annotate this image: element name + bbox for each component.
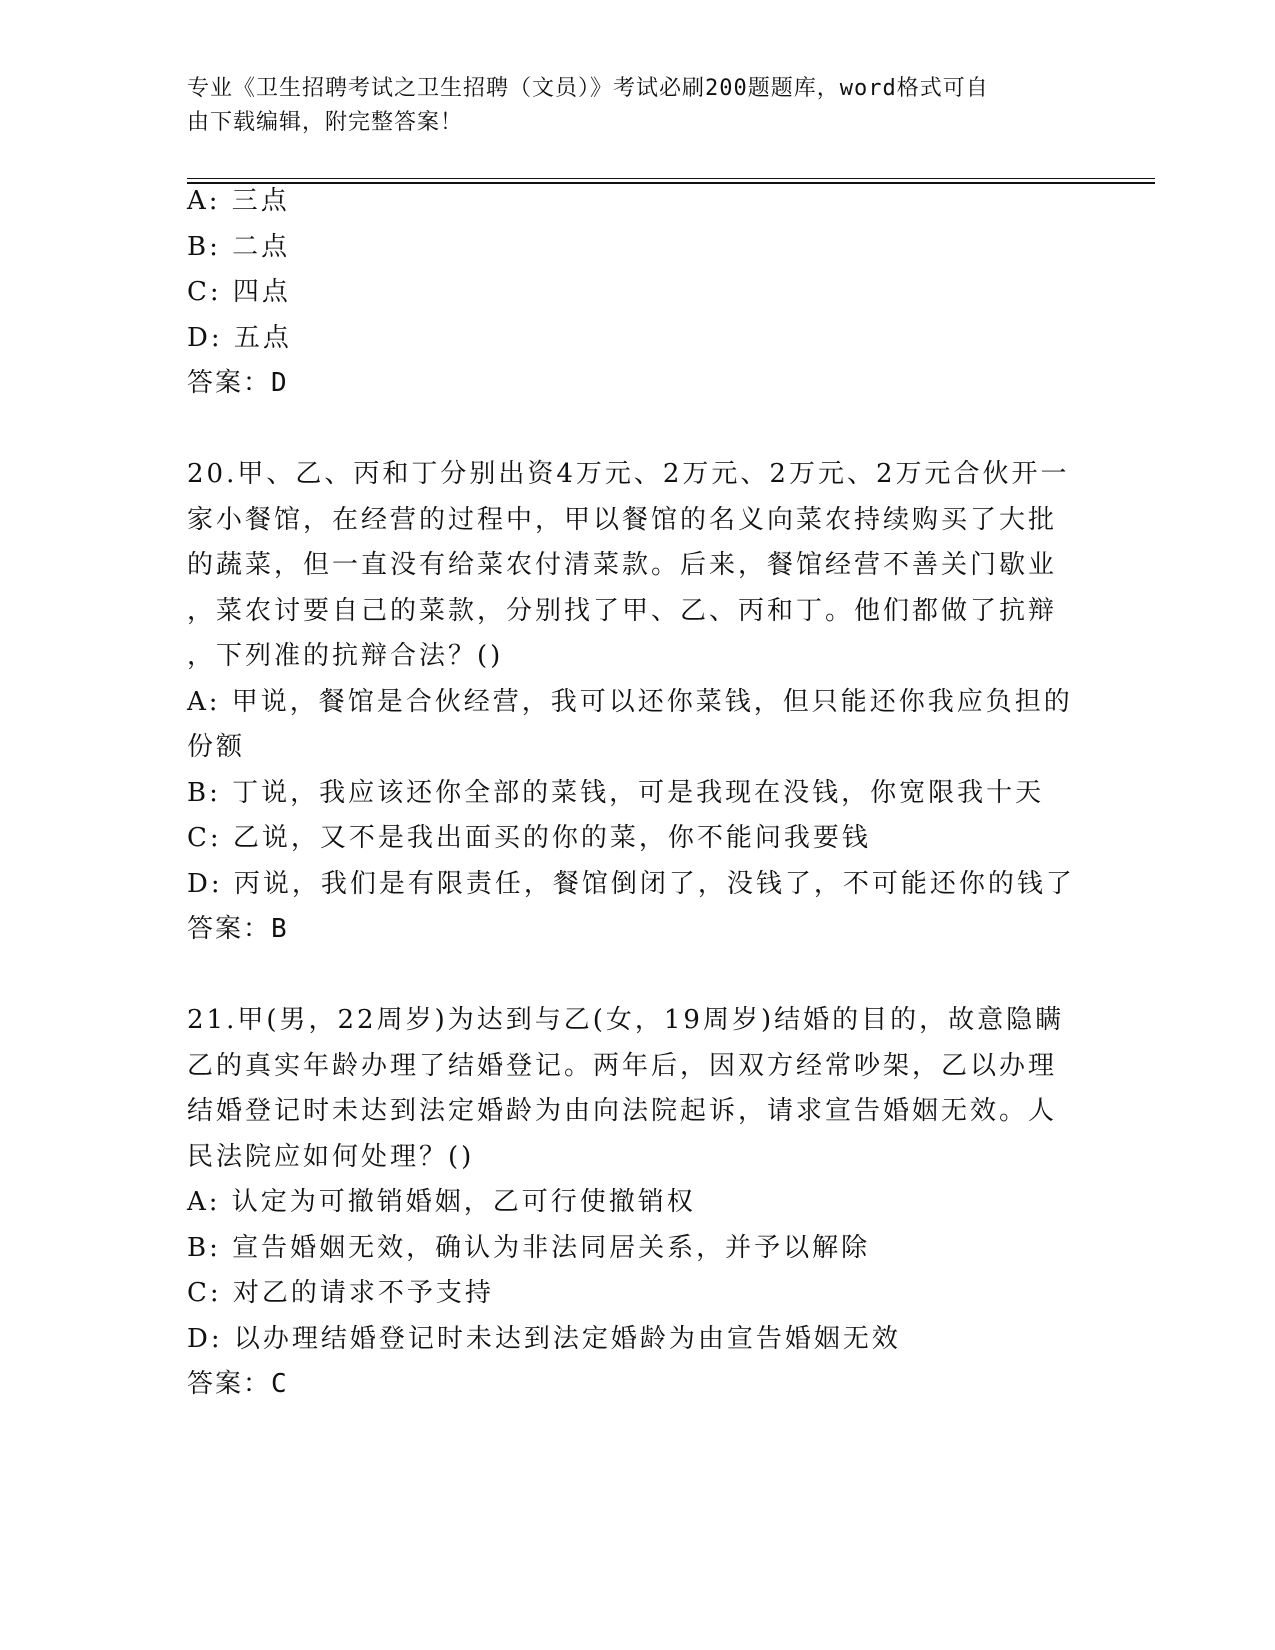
option-b: B: 宣告婚姻无效，确认为非法同居关系，并予以解除	[187, 1232, 871, 1263]
document-header	[187, 72, 1067, 140]
option-c: C: 乙说，又不是我出面买的你的菜，你不能问我要钱	[187, 823, 871, 853]
option-c: C: 四点	[187, 277, 291, 307]
answer-label: 答案：D	[187, 368, 289, 398]
question-text-line: 结婚登记时未达到法定婚龄为由向法院起诉，请求宣告婚姻无效。人	[187, 1096, 1058, 1126]
option-a: A: 认定为可撤销婚姻，乙可行使撤销权	[187, 1187, 696, 1217]
question-list	[187, 179, 1087, 1408]
question-text-line: 20.甲、乙、丙和丁分别出资4万元、2万元、2万元、2万元合伙开一	[187, 459, 1070, 489]
question-text-line: ，菜农讨要自己的菜款，分别找了甲、乙、丙和丁。他们都做了抗辩	[187, 595, 1058, 626]
option-a: A: 甲说，餐馆是合伙经营，我可以还你菜钱，但只能还你我应负担的	[187, 686, 1073, 717]
option-c: C: 对乙的请求不予支持	[187, 1278, 494, 1308]
option-a: A: 三点	[187, 186, 290, 216]
option-b: B: 二点	[187, 231, 291, 262]
header-line: 专业《卫生招聘考试之卫生招聘（文员）》考试必刷200题题库，word格式可自	[187, 76, 989, 101]
question-21	[187, 998, 1087, 1408]
header-line: 由下载编辑，附完整答案！	[187, 110, 464, 135]
question-text-line: 民法院应如何处理？()	[187, 1141, 475, 1172]
question-text-line: ，下列准的抗辩合法？()	[187, 641, 504, 671]
option-b: B: 丁说，我应该还你全部的菜钱，可是我现在没钱，你宽限我十天	[187, 777, 1045, 808]
answer-label: 答案：C	[187, 1369, 289, 1399]
question-19	[187, 179, 1087, 407]
option-d: D: 五点	[187, 322, 292, 353]
question-20	[187, 452, 1087, 953]
question-text-line: 的蔬菜，但一直没有给菜农付清菜款。后来，餐馆经营不善关门歇业	[187, 550, 1058, 580]
question-text-line: 家小餐馆，在经营的过程中，甲以餐馆的名义向菜农持续购买了大批	[187, 504, 1058, 535]
option-d: D: 以办理结婚登记时未达到法定婚龄为由宣告婚姻无效	[187, 1323, 901, 1354]
question-text-line: 乙的真实年龄办理了结婚登记。两年后，因双方经常吵架，乙以办理	[187, 1050, 1058, 1081]
option-d: D: 丙说，我们是有限责任，餐馆倒闭了，没钱了，不可能还你的钱了	[187, 868, 1075, 899]
answer-label: 答案：B	[187, 914, 289, 944]
question-text-line: 21.甲(男，22周岁)为达到与乙(女，19周岁)结婚的目的，故意隐瞒	[187, 1005, 1065, 1035]
option-a-continued: 份额	[187, 732, 246, 762]
